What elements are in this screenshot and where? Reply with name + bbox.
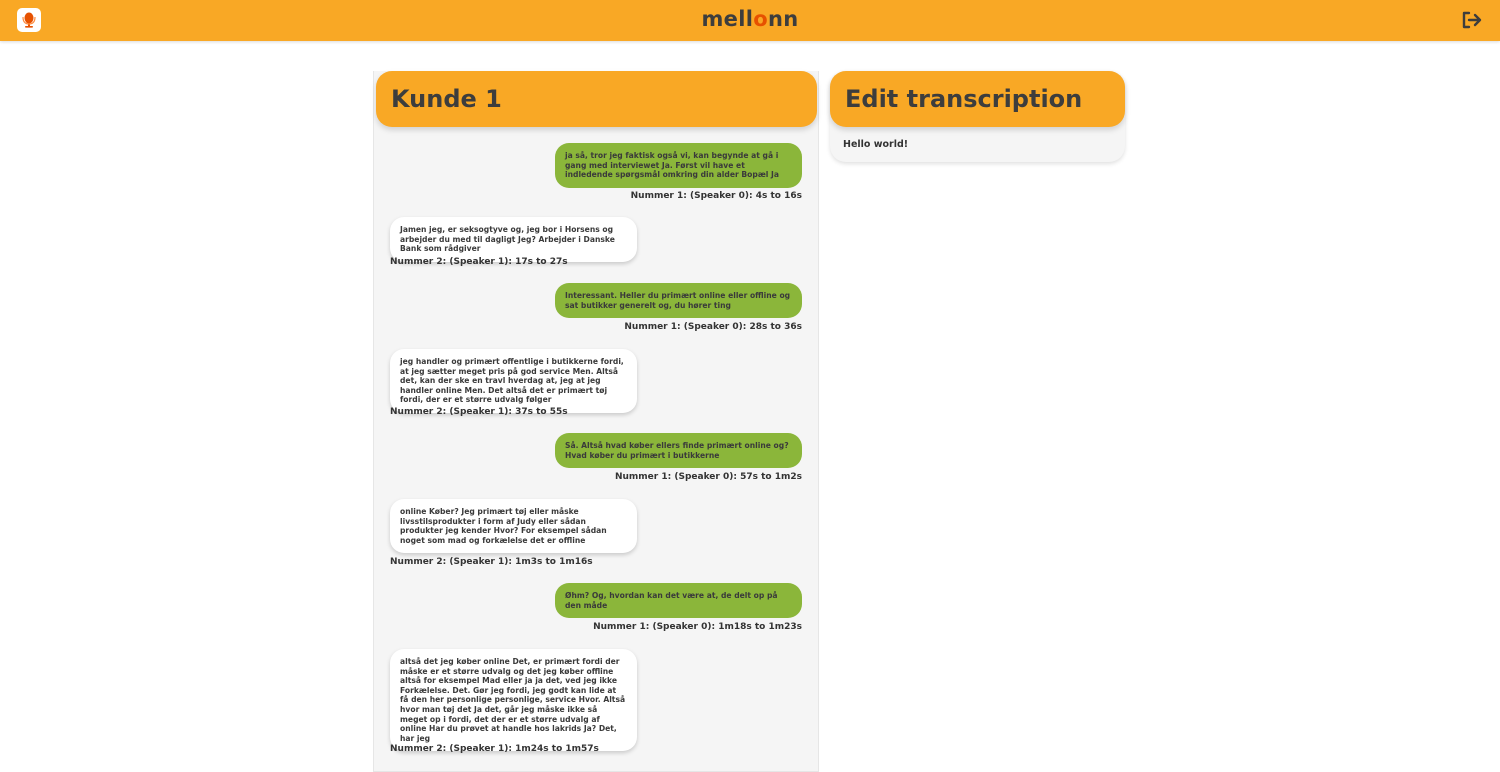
- message-meta: Nummer 1: (Speaker 0): 57s to 1m2s: [614, 472, 802, 482]
- customer-title: Kunde 1: [391, 85, 502, 113]
- message-bubble-speaker-1[interactable]: Jamen jeg, er seksogtyve og, jeg bor i Horsens og arbejder du med til dagligt Jeg? Arbejder i Danske Bank som rådgiver: [390, 217, 637, 262]
- brand-prefix: mell: [701, 7, 754, 31]
- message-bubble-speaker-0[interactable]: ja så, tror jeg faktisk også vi, kan begynde at gå i gang med interviewet Ja. Først vil have et indledende spørgsmål omkring din alder Bopæl Ja: [555, 143, 802, 188]
- transcript-panel: [373, 71, 819, 772]
- message-meta: Nummer 1: (Speaker 0): 4s to 16s: [630, 191, 802, 201]
- message-meta: Nummer 2: (Speaker 1): 37s to 55s: [390, 407, 568, 417]
- message-meta: Nummer 2: (Speaker 1): 1m3s to 1m16s: [390, 557, 593, 567]
- message-bubble-speaker-1[interactable]: jeg handler og primært offentlige i butikkerne fordi, at jeg sætter meget pris på god service Men. Altså det, kan der ske en travl hverdag at, jeg at jeg handler online Men. Det altså det er primært tøj fordi, der er et større udvalg følger: [390, 349, 637, 413]
- top-bar: [0, 0, 1500, 41]
- edit-transcription-panel: [830, 71, 1125, 162]
- message-bubble-speaker-1[interactable]: altså det jeg køber online Det, er primært fordi der måske er et større udvalg og det jeg køber offline altså for eksempel Mad eller ja ja det, ved jeg ikke Forkælelse. Det. Gør jeg fordi, jeg godt kan lide at få den her personlige personlige, service Hvor. Altså hvor man tøj det Ja det, går jeg måske ikke så meget op i fordi, det der er et større udvalg af online Har du prøvet at handle hos lakrids Ja? Det, har jeg: [390, 649, 637, 751]
- edit-header: [830, 71, 1125, 127]
- edit-transcription-text[interactable]: Hello world!: [843, 139, 909, 150]
- brand-accent: o: [753, 7, 768, 31]
- message-meta: Nummer 2: (Speaker 1): 1m24s to 1m57s: [390, 744, 599, 754]
- brand-suffix: nn: [767, 7, 799, 31]
- brand-logo: [0, 7, 1500, 31]
- transcript-header: [376, 71, 817, 127]
- message-bubble-speaker-0[interactable]: Øhm? Og, hvordan kan det være at, de delt op på den måde: [555, 583, 802, 618]
- message-bubble-speaker-0[interactable]: Så. Altså hvad køber ellers finde primært online og? Hvad køber du primært i butikkerne: [555, 433, 802, 468]
- logout-icon[interactable]: [1459, 8, 1483, 32]
- message-bubble-speaker-0[interactable]: Interessant. Heller du primært online eller offline og sat butikker generelt og, du hører ting: [555, 283, 802, 318]
- message-bubble-speaker-1[interactable]: online Køber? Jeg primært tøj eller måske livsstilsprodukter i form af Judy eller sådan produkter jeg kender Hvor? For eksempel sådan noget som mad og forkælelse det er offline: [390, 499, 637, 553]
- message-meta: Nummer 1: (Speaker 0): 28s to 36s: [624, 322, 802, 332]
- message-meta: Nummer 1: (Speaker 0): 1m18s to 1m23s: [593, 622, 802, 632]
- message-meta: Nummer 2: (Speaker 1): 17s to 27s: [390, 257, 568, 267]
- edit-title: Edit transcription: [845, 85, 1083, 113]
